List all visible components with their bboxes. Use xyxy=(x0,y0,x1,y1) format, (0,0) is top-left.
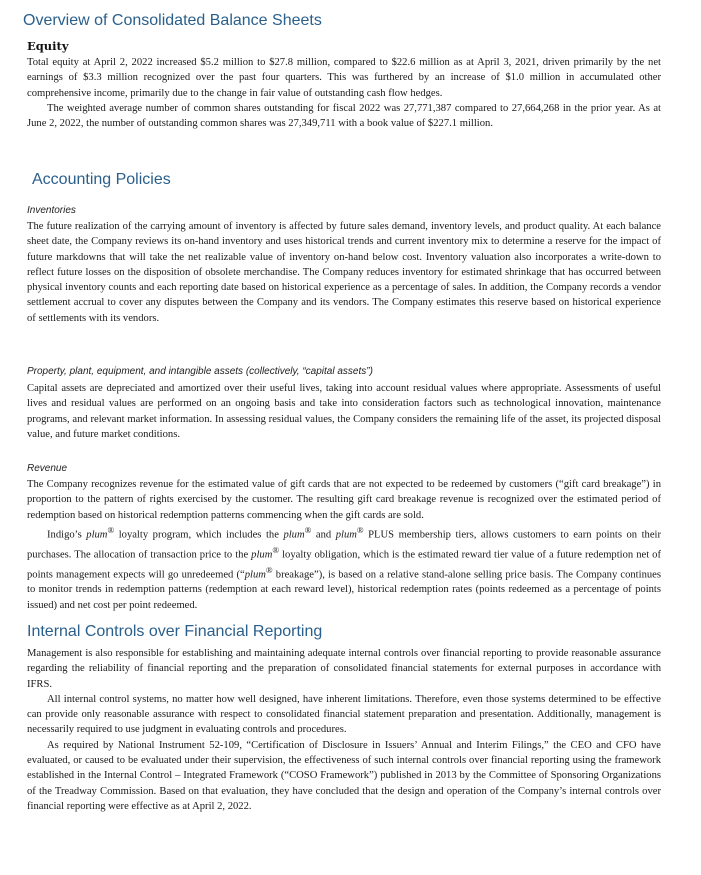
capital-assets-text: Capital assets are depreciated and amortized over their useful lives, taking into account residual values where appropriate. Assessments of useful lives and residual values are performed on an ongoing basis and take into consideration factors such as technological innovation, maintenance programs, and relevant market information. In assessing residual values, the Company considers the remaining life of the asset, its projected disposal value, and future market conditions. xyxy=(27,383,661,440)
revenue-heading: Revenue xyxy=(27,463,68,474)
accounting-policies-title: Accounting Policies xyxy=(32,171,171,188)
equity-paragraph-2: The weighted average number of common shares outstanding for fiscal 2022 was 27,771,387 compared to 27,664,268 in the prior year. As at June 2, 2022, the number of outstanding common shares was 27,349,711 with a book value of $227.1 million. xyxy=(27,102,661,130)
balance-sheet-title: Overview of Consolidated Balance Sheets xyxy=(23,12,322,29)
capital-assets-paragraph xyxy=(27,381,661,442)
equity-heading: Equity xyxy=(27,39,69,53)
controls-paragraph-3: As required by National Instrument 52-109, “Certification of Disclosure in Issuers’ Annual and Interim Filings,” the CEO and CFO have evaluated, or caused to be evaluated under their supervision, the effectiveness of such internal controls over financial reporting using the framework established in the Internal Control – Integrated Framework (“COSO Framework”) published in 2013 by the Committee of Sponsoring Organizations of the Treadway Commission. Based on that evaluation, they have concluded that the design and operation of the Company’s internal controls over financial reporting were effective as at April 2, 2022. xyxy=(27,739,661,812)
controls-paragraph-2: All internal control systems, no matter how well designed, have inherent limitations. Therefore, even those systems determined to be effective can provide only reasonable assurance with respect to consolidated financial statement preparation and presentation. Additionally, management is necessarily required to use judgment in evaluating controls and procedures. xyxy=(27,693,661,736)
capital-assets-heading: Property, plant, equipment, and intangible assets (collectively, “capital assets”) xyxy=(27,366,373,377)
internal-controls-section xyxy=(27,646,661,814)
internal-controls-title: Internal Controls over Financial Reporting xyxy=(27,623,323,640)
controls-paragraph-1: Management is also responsible for establishing and maintaining adequate internal controls over financial reporting to provide reasonable assurance regarding the reliability of financial reporting and the preparation of consolidated financial statements for external purposes in accordance with IFRS. xyxy=(27,648,661,690)
inventories-paragraph xyxy=(27,219,661,326)
inventories-text: The future realization of the carrying amount of inventory is affected by future sales demand, inventory levels, and product quality. At each balance sheet date, the Company reviews its on-hand inventory and uses historical trends and current inventory mix to determine a reserve for the impact of future markdowns that will take the net realizable value of inventory on-hand below cost. Inventory valuation also incorporates a write-down to reflect future losses on the disposition of obsolete merchandise. The Company reduces inventory for estimated shrinkage that has occurred between physical inventory counts and each reporting date based on historical experience as a percentage of sales. In addition, the Company records a vendor settlement accrual to cover any disputes between the Company and its vendors. The Company estimates this reserve based on historical experience of settlements with its vendors. xyxy=(27,221,661,324)
revenue-paragraph-2: Indigo’s plum® loyalty program, which includes the plum® and plum® PLUS membership tiers, allows customers to earn points on their purchases. The allocation of transaction price to the plum® loyalty obligation, which is the estimated reward tier value of a future redemption net of points management expects will go unredeemed (“plum® breakage”), is based on a relative stand-alone selling price basis. The Company continues to monitor trends in redemption patterns (redemption at each reward level), historical redemption rates (points redeemed as a percentage of points issued) and net cost per point redeemed. xyxy=(27,524,662,611)
equity-paragraph-1: Total equity at April 2, 2022 increased $5.2 million to $27.8 million, compared to $22.6 million as at April 3, 2021, driven primarily by the net earnings of $3.3 million recognized over the past four quarters. This was furthered by an increase of $1.0 million in accumulated other comprehensive income, primarily due to the change in fair value of outstanding cash flow hedges. xyxy=(27,57,661,99)
equity-section xyxy=(27,55,661,131)
revenue-paragraph-1: The Company recognizes revenue for the estimated value of gift cards that are not expected to be redeemed by customers (“gift card breakage”) in proportion to the pattern of rights exercised by the customer. The resulting gift card breakage revenue is recognized over the estimated period of redemption based on historical redemption patterns commencing when the gift cards are sold. xyxy=(27,479,661,521)
inventories-heading: Inventories xyxy=(27,205,76,216)
revenue-section xyxy=(27,477,661,613)
